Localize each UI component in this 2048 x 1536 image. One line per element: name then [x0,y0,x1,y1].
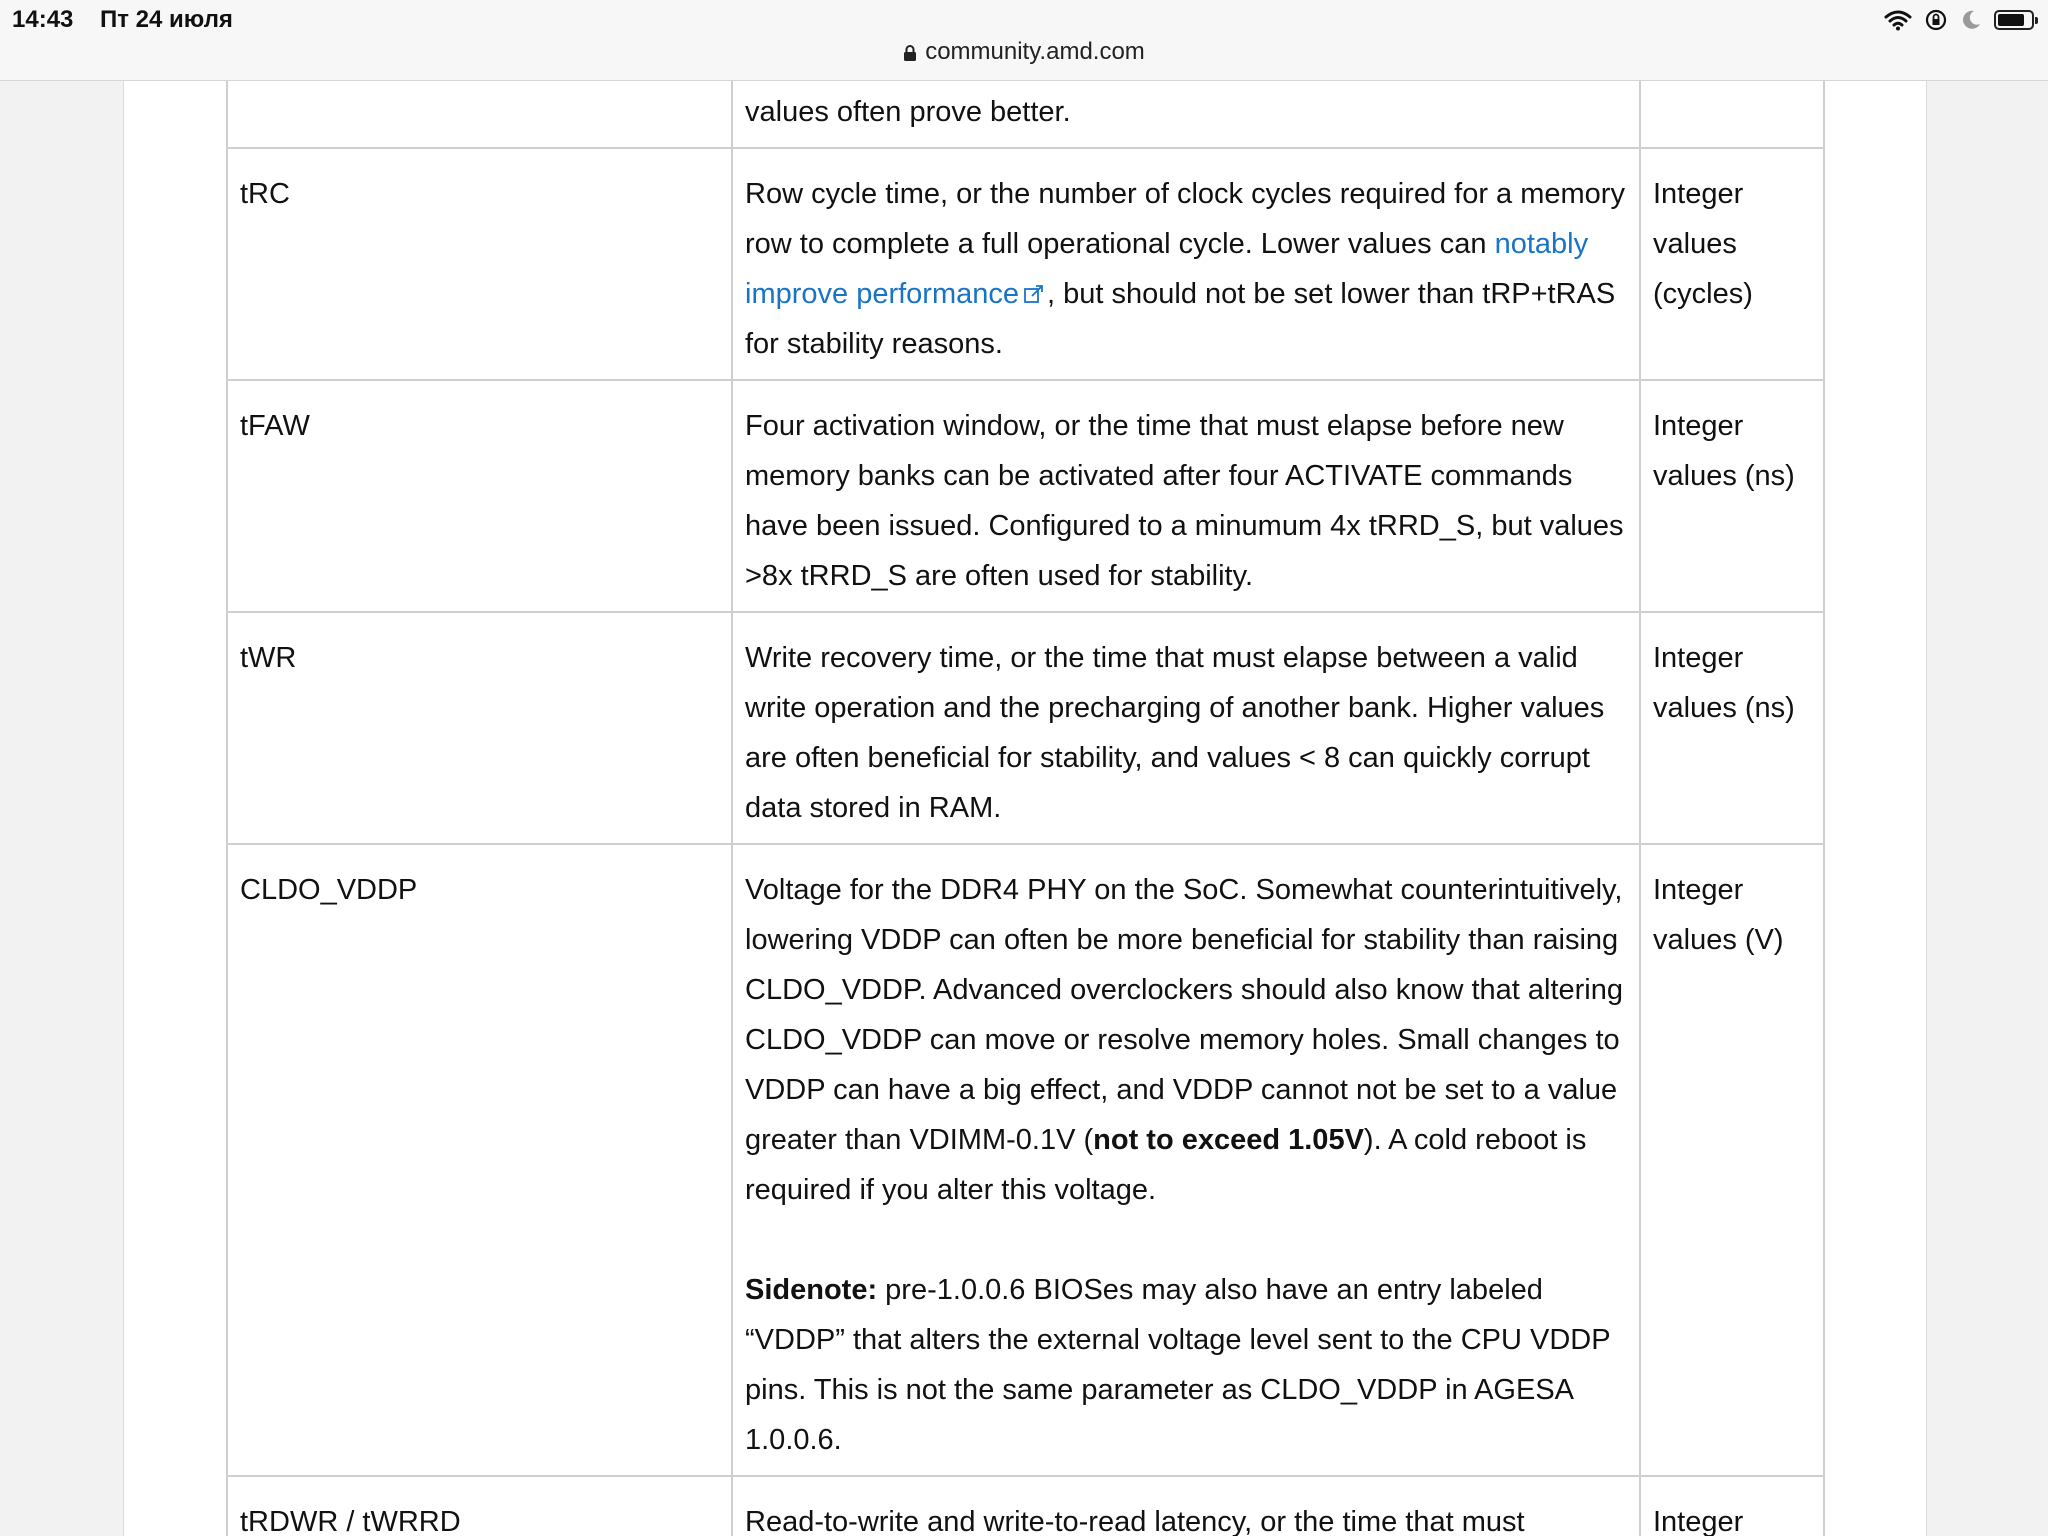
external-link-icon [1023,283,1045,305]
values-cell: Integer [1640,1476,1824,1536]
url-text: community.amd.com [925,38,1145,65]
performance-link[interactable]: notably improve performance [745,228,1589,310]
description-cell: Four activation window, or the time that must elapse before new memory banks can be activated after four ACTIVATE commands have been issued. Configured to a minumum 4x tRRD_S, but values >8x tRRD_S are often used for stability. [732,380,1640,612]
description-text: ). A cold reboot is required if you alter this voltage. [745,1124,1587,1206]
bold-warning: not to exceed 1.05V [1093,1124,1364,1156]
description-cell: Write recovery time, or the time that must elapse between a valid write operation and the precharging of another bank. Higher values are often beneficial for stability, and values < 8 can quickly corrupt data stored in RAM. [732,612,1640,844]
values-cell: Integer values (ns) [1640,380,1824,612]
sidenote-text: pre-1.0.0.6 BIOSes may also have an entry labeled “VDDP” that alters the external voltage level sent to the CPU VDDP pins. This is not the same parameter as CLDO_VDDP in AGESA 1.0.0.6. [745,1274,1611,1456]
lock-icon [903,44,917,62]
values-cell: Integer values (V) [1640,844,1824,1476]
article-page [123,81,1927,1536]
table-row [227,612,1824,844]
wifi-icon [1884,9,1912,31]
param-cell [227,81,732,148]
values-cell: Integer values (cycles) [1640,148,1824,380]
date: Пт 24 июля [100,6,233,33]
param-cell: tRC [227,148,732,380]
param-cell: tFAW [227,380,732,612]
description-cell [732,844,1640,1476]
moon-icon [1960,9,1982,31]
orientation-lock-icon [1924,8,1948,32]
description-text: Voltage for the DDR4 PHY on the SoC. Somewhat counterintuitively, lowering VDDP can often be more beneficial for stability than raising CLDO_VDDP. Advanced overclockers should also know that altering CLDO_VDDP can move or resolve memory holes. Small changes to VDDP can have a big effect, and VDDP cannot not be set to a value greater than VDIMM-0.1V ( [745,874,1623,1156]
param-cell: tWR [227,612,732,844]
param-cell: tRDWR / tWRRD [227,1476,732,1536]
table-row [227,1476,1824,1536]
description-cell [732,148,1640,380]
address-bar[interactable] [0,38,2048,66]
timings-table [226,81,1825,1536]
values-cell [1640,81,1824,148]
status-bar [0,0,2048,81]
description-text: , but should not be set lower than tRP+tRAS for stability reasons. [745,278,1616,360]
sidenote-label: Sidenote: [745,1274,878,1306]
battery-icon [1994,10,2034,30]
param-cell: CLDO_VDDP [227,844,732,1476]
description-text: Row cycle time, or the number of clock cycles required for a memory row to complete a full operational cycle. Lower values can [745,178,1625,260]
table-row [227,148,1824,380]
table-row [227,844,1824,1476]
description-cell: values often prove better. [732,81,1640,148]
table-row [227,380,1824,612]
status-icons [1884,6,2034,34]
clock: 14:43 [12,6,74,33]
table-row [227,81,1824,148]
description-cell: Read-to-write and write-to-read latency, or the time that must [732,1476,1640,1536]
values-cell: Integer values (ns) [1640,612,1824,844]
